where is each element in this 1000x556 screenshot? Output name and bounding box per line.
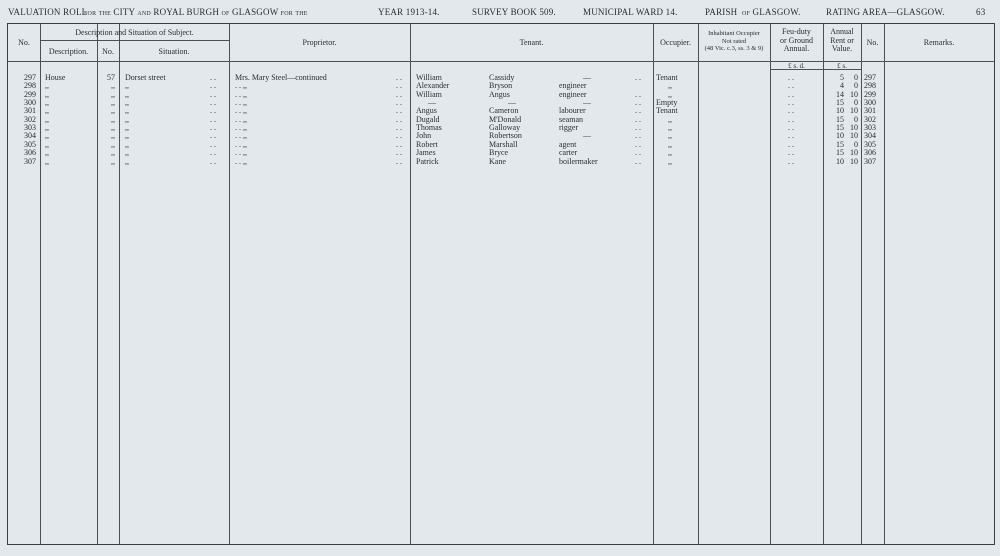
roll-table — [7, 23, 995, 545]
tenant-surname: Marshall — [489, 139, 518, 149]
house-number-cell: ,, — [111, 148, 115, 158]
row-number: 304 — [24, 131, 36, 141]
leader-dots: . . — [396, 106, 402, 116]
col-remarks: Remarks. — [923, 38, 955, 47]
year-text: YEAR 1913-14. — [378, 7, 440, 17]
leader-dots: . . — [635, 106, 641, 116]
row-number-right: 304 — [864, 131, 876, 141]
leader-dots: . . — [396, 131, 402, 141]
leader-dots: . . — [635, 139, 641, 149]
tenant-surname: Cameron — [489, 106, 519, 116]
row-number: 302 — [24, 114, 36, 124]
parish-label: PARISH — [705, 7, 738, 17]
tenant-first-name: Robert — [416, 139, 438, 149]
col-proprietor: Proprietor. — [302, 38, 337, 47]
occupier-cell: ,, — [668, 81, 672, 91]
leader-dots: . . — [635, 98, 641, 108]
leader-dots: . . — [635, 123, 641, 133]
occupier-cell: ,, — [668, 139, 672, 149]
rent-pounds: 15 — [836, 148, 844, 158]
tenant-occupation: labourer — [559, 106, 586, 116]
leader-dots: . . — [635, 131, 641, 141]
feu-currency: £ s. d. — [788, 62, 805, 70]
tenant-first-name: Dugald — [416, 114, 440, 124]
row-number: 306 — [24, 148, 36, 158]
occupier-cell: ,, — [668, 131, 672, 141]
tenant-occupation: agent — [559, 139, 577, 149]
rent-shillings: 10 — [850, 106, 858, 116]
leader-dots: . . — [635, 73, 641, 82]
house-number-cell: ,, — [111, 156, 115, 166]
description-cell: ,, — [45, 98, 49, 108]
leader-dots: . . — [396, 156, 402, 166]
leader-dots: . . — [396, 123, 402, 133]
tenant-occupation: carter — [559, 148, 578, 158]
row-number: 299 — [24, 89, 36, 99]
leader-dots: . . — [210, 98, 216, 108]
tenant-occupation: — — [583, 98, 591, 108]
city-text: for the CITY and ROYAL BURGH of GLASGOW for the — [84, 7, 308, 17]
rent-pounds: 15 — [836, 114, 844, 124]
rent-pounds: 10 — [836, 106, 844, 116]
tenant-first-name: Angus — [416, 106, 437, 116]
row-number: 303 — [24, 123, 36, 133]
tenant-occupation: rigger — [559, 123, 579, 133]
house-number-cell: ,, — [111, 123, 115, 133]
feu-duty-cell: . . — [788, 89, 794, 99]
tenant-first-name: Patrick — [416, 156, 439, 166]
page-header — [0, 7, 1000, 21]
proprietor-cell: . . ,, — [235, 106, 247, 116]
leader-dots: . . — [210, 156, 216, 166]
leader-dots: . . — [396, 73, 402, 82]
col-tenant: Tenant. — [519, 38, 544, 47]
tenant-surname: Kane — [489, 156, 506, 166]
leader-dots: . . — [635, 89, 641, 99]
house-number-cell: ,, — [111, 98, 115, 108]
proprietor-cell: . . ,, — [235, 123, 247, 133]
tenant-occupation: engineer — [559, 89, 587, 99]
row-number-right: 303 — [864, 123, 876, 133]
row-number-right: 298 — [864, 81, 876, 91]
tenant-first-name: John — [416, 131, 432, 141]
tenant-surname: Galloway — [489, 123, 521, 133]
col-feu-duty: Feu-duty or Ground Annual. — [779, 27, 814, 53]
feu-duty-cell: . . — [788, 106, 794, 116]
municipal-ward: MUNICIPAL WARD 14. — [583, 7, 678, 17]
feu-duty-cell: . . — [788, 98, 794, 108]
col-no-right: No. — [866, 38, 879, 47]
feu-duty-cell: . . — [788, 131, 794, 141]
rent-shillings: 0 — [854, 98, 858, 108]
proprietor-cell: . . ,, — [235, 81, 247, 91]
house-number-cell: ,, — [111, 114, 115, 124]
situation-cell: ,, — [125, 81, 129, 91]
col-description: Description. — [48, 47, 89, 56]
feu-duty-cell: . . — [788, 156, 794, 166]
occupier-cell: ,, — [668, 123, 672, 133]
feu-duty-cell: . . — [788, 148, 794, 158]
occupier-cell: Tenant — [656, 73, 678, 82]
leader-dots: . . — [396, 98, 402, 108]
row-number: 300 — [24, 98, 36, 108]
description-cell: ,, — [45, 114, 49, 124]
leader-dots: . . — [210, 114, 216, 124]
leader-dots: . . — [210, 139, 216, 149]
rent-shillings: 10 — [850, 148, 858, 158]
feu-duty-cell: . . — [788, 139, 794, 149]
feu-duty-cell: . . — [788, 114, 794, 124]
leader-dots: . . — [396, 148, 402, 158]
rent-shillings: 0 — [854, 139, 858, 149]
situation-cell: Dorset street — [125, 73, 166, 82]
house-number-cell: 57 — [107, 73, 115, 82]
row-number: 305 — [24, 139, 36, 149]
rent-shillings: 0 — [854, 73, 858, 82]
situation-cell: ,, — [125, 123, 129, 133]
description-cell: ,, — [45, 81, 49, 91]
tenant-occupation: engineer — [559, 81, 587, 91]
proprietor-cell: . . ,, — [235, 139, 247, 149]
description-cell: ,, — [45, 156, 49, 166]
rent-pounds: 10 — [836, 156, 844, 166]
roll-title: VALUATION ROLL — [8, 7, 88, 17]
rent-shillings: 0 — [854, 114, 858, 124]
proprietor-cell: . . ,, — [235, 89, 247, 99]
proprietor-cell: . . ,, — [235, 131, 247, 141]
description-cell: ,, — [45, 148, 49, 158]
house-number-cell: ,, — [111, 106, 115, 116]
situation-cell: ,, — [125, 148, 129, 158]
description-cell: ,, — [45, 131, 49, 141]
occupier-cell: ,, — [668, 148, 672, 158]
occupier-cell: ,, — [668, 89, 672, 99]
rent-shillings: 10 — [850, 131, 858, 141]
rent-pounds: 10 — [836, 131, 844, 141]
row-number: 301 — [24, 106, 36, 116]
situation-cell: ,, — [125, 131, 129, 141]
leader-dots: . . — [210, 73, 216, 82]
situation-cell: ,, — [125, 114, 129, 124]
row-number-right: 302 — [864, 114, 876, 124]
rent-shillings: 10 — [850, 123, 858, 133]
tenant-surname: M'Donald — [489, 114, 522, 124]
leader-dots: . . — [396, 81, 402, 91]
tenant-occupation: boilermaker — [559, 156, 598, 166]
leader-dots: . . — [210, 89, 216, 99]
row-number: 297 — [24, 73, 36, 82]
occupier-cell: Empty — [656, 98, 678, 108]
row-number-right: 307 — [864, 156, 876, 166]
rent-shillings: 0 — [854, 81, 858, 91]
house-number-cell: ,, — [111, 131, 115, 141]
col-description-group: Description and Situation of Subject. — [75, 28, 194, 37]
leader-dots: . . — [210, 148, 216, 158]
leader-dots: . . — [635, 114, 641, 124]
proprietor-cell: . . ,, — [235, 98, 247, 108]
proprietor-cell: . . ,, — [235, 148, 247, 158]
feu-duty-cell: . . — [788, 81, 794, 91]
rent-pounds: 5 — [840, 73, 844, 82]
leader-dots: . . — [396, 89, 402, 99]
tenant-surname: Bryson — [489, 81, 513, 91]
rent-pounds: 14 — [836, 89, 844, 99]
description-cell: House — [45, 73, 66, 82]
situation-cell: ,, — [125, 156, 129, 166]
col-sub-no: No. — [102, 47, 114, 56]
row-number-right: 297 — [864, 73, 876, 82]
rent-shillings: 10 — [850, 89, 858, 99]
rent-pounds: 15 — [836, 98, 844, 108]
tenant-occupation: — — [583, 73, 591, 82]
situation-cell: ,, — [125, 106, 129, 116]
rent-shillings: 10 — [850, 156, 858, 166]
tenant-first-name: William — [416, 73, 442, 82]
rent-pounds: 15 — [836, 123, 844, 133]
feu-duty-cell: . . — [788, 123, 794, 133]
occupier-cell: ,, — [668, 114, 672, 124]
leader-dots: . . — [635, 148, 641, 158]
page-number: 63 — [976, 7, 986, 17]
leader-dots: . . — [635, 156, 641, 166]
rent-pounds: 15 — [836, 139, 844, 149]
tenant-occupation: — — [583, 131, 591, 141]
rating-area: RATING AREA—GLASGOW. — [826, 7, 945, 17]
col-occupier: Occupier. — [660, 38, 691, 47]
proprietor-cell: . . ,, — [235, 114, 247, 124]
situation-cell: ,, — [125, 98, 129, 108]
description-cell: ,, — [45, 106, 49, 116]
row-number-right: 301 — [864, 106, 876, 116]
col-no: No. — [18, 38, 30, 47]
description-cell: ,, — [45, 89, 49, 99]
tenant-first-name: William — [416, 89, 442, 99]
row-number: 298 — [24, 81, 36, 91]
tenant-first-name: James — [416, 148, 436, 158]
leader-dots: . . — [210, 131, 216, 141]
leader-dots: . . — [396, 114, 402, 124]
row-number-right: 299 — [864, 89, 876, 99]
proprietor-cell: . . ,, — [235, 156, 247, 166]
occupier-cell: Tenant — [656, 106, 678, 116]
tenant-surname: Robertson — [489, 131, 522, 141]
situation-cell: ,, — [125, 89, 129, 99]
leader-dots: . . — [210, 81, 216, 91]
row-number: 307 — [24, 156, 36, 166]
description-cell: ,, — [45, 123, 49, 133]
occupier-cell: ,, — [668, 156, 672, 166]
house-number-cell: ,, — [111, 139, 115, 149]
row-number-right: 306 — [864, 148, 876, 158]
tenant-surname: — — [508, 98, 516, 108]
tenant-first-name: Alexander — [416, 81, 450, 91]
feu-duty-cell: . . — [788, 73, 794, 82]
rent-currency: £ s. — [837, 62, 847, 70]
col-inhabitant-occupier: Inhabitant Occupier Not rated (48 Vic. c.3, ss. 3 & 9) — [704, 30, 764, 52]
house-number-cell: ,, — [111, 81, 115, 91]
tenant-surname: Cassidy — [489, 73, 515, 82]
tenant-occupation: seaman — [559, 114, 583, 124]
proprietor-cell: Mrs. Mary Steel—continued — [235, 73, 327, 82]
leader-dots: . . — [210, 123, 216, 133]
tenant-surname: Bryce — [489, 148, 509, 158]
leader-dots: . . — [210, 106, 216, 116]
house-number-cell: ,, — [111, 89, 115, 99]
description-cell: ,, — [45, 139, 49, 149]
row-number-right: 300 — [864, 98, 876, 108]
tenant-surname: Angus — [489, 89, 510, 99]
col-situation: Situation. — [158, 47, 190, 56]
tenant-first-name: Thomas — [416, 123, 442, 133]
tenant-first-name: — — [428, 98, 436, 108]
col-annual-rent: Annual Rent or Value. — [830, 27, 854, 53]
rent-pounds: 4 — [840, 81, 844, 91]
situation-cell: ,, — [125, 139, 129, 149]
parish-value: of GLASGOW. — [742, 7, 801, 17]
row-number-right: 305 — [864, 139, 876, 149]
leader-dots: . . — [396, 139, 402, 149]
survey-book: SURVEY BOOK 509. — [472, 7, 556, 17]
